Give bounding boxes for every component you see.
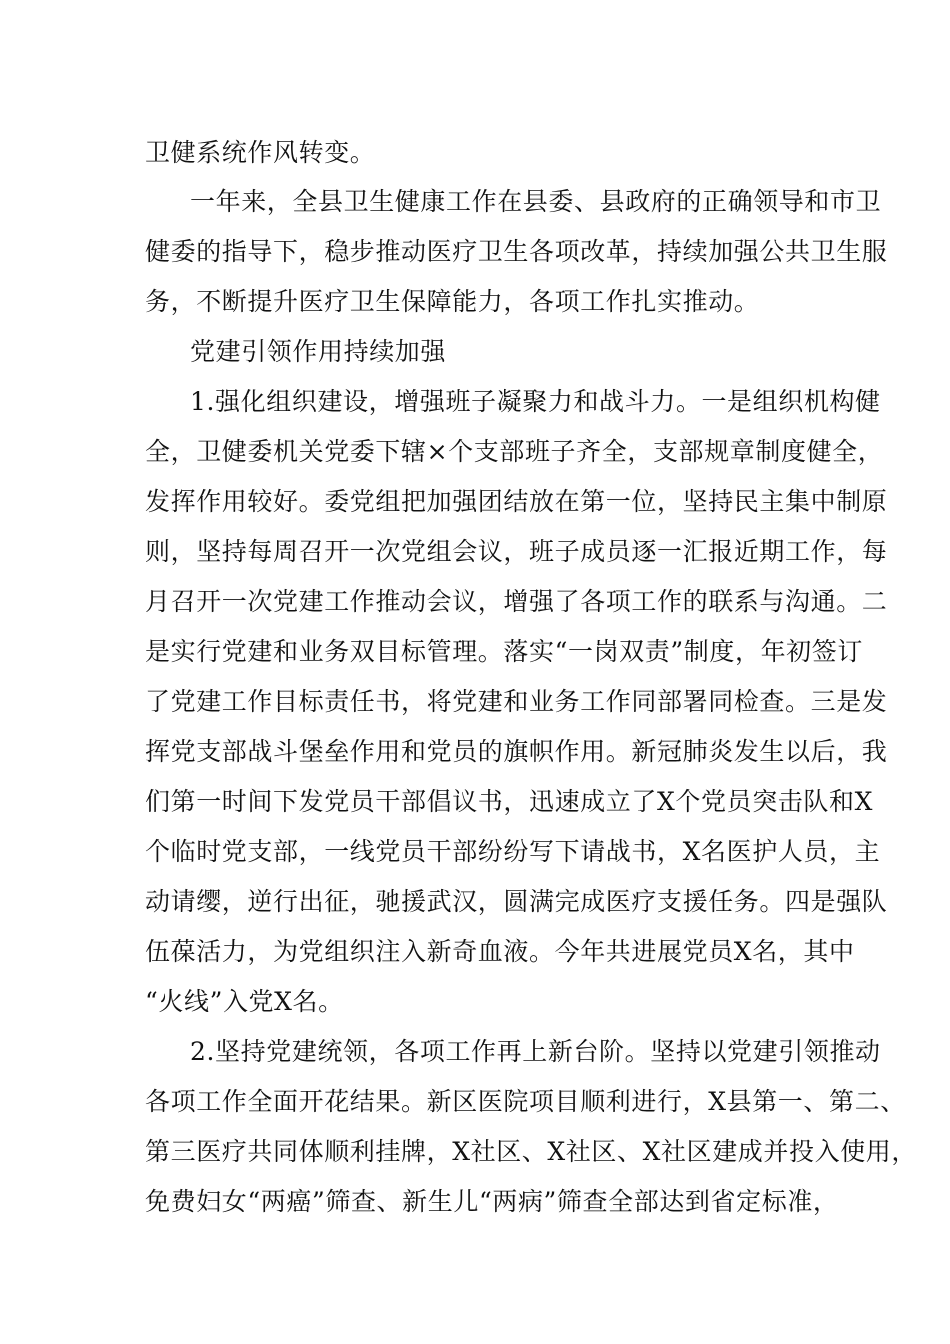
- text-line: 免费妇女“两癌”筛查、新生儿“两病”筛查全部达到省定标准，: [145, 1187, 839, 1216]
- text-line: 务，不断提升医疗卫生保障能力，各项工作扎实推动。: [145, 287, 760, 316]
- text-line: 们第一时间下发党员干部倡议书，迅速成立了X个党员突击队和X: [145, 787, 873, 816]
- text-line: 个临时党支部，一线党员干部纷纷写下请战书，X名医护人员，主: [145, 837, 881, 866]
- text-line: 是实行党建和业务双目标管理。落实“一岗双责”制度，年初签订: [145, 637, 863, 666]
- text-line: 了党建工作目标责任书，将党建和业务工作同部署同检查。三是发: [145, 687, 888, 716]
- text-line: 各项工作全面开花结果。新区医院项目顺利进行，X县第一、第二、: [145, 1087, 906, 1116]
- text-line: 卫健系统作风转变。: [145, 138, 376, 167]
- text-line: 健委的指导下，稳步推动医疗卫生各项改革，持续加强公共卫生服: [145, 237, 888, 266]
- paragraph-first-line: 1.强化组织建设，增强班子凝聚力和战斗力。一是组织机构健: [190, 387, 881, 416]
- text-line: 动请缨，逆行出征，驰援武汉，圆满完成医疗支援任务。四是强队: [145, 887, 888, 916]
- text-line: 发挥作用较好。委党组把加强团结放在第一位，坚持民主集中制原: [145, 487, 888, 516]
- text-line: 第三医疗共同体顺利挂牌，X社区、X社区、X社区建成并投入使用，: [145, 1137, 917, 1166]
- text-line: 则，坚持每周召开一次党组会议，班子成员逐一汇报近期工作，每: [145, 537, 888, 566]
- section-heading: 党建引领作用持续加强: [190, 337, 447, 366]
- paragraph-first-line: 2.坚持党建统领，各项工作再上新台阶。坚持以党建引领推动: [190, 1037, 881, 1066]
- text-line: 全，卫健委机关党委下辖×个支部班子齐全，支部规章制度健全，: [145, 437, 884, 466]
- paragraph-first-line: 一年来，全县卫生健康工作在县委、县政府的正确领导和市卫: [190, 187, 882, 216]
- text-line: 挥党支部战斗堡垒作用和党员的旗帜作用。新冠肺炎发生以后，我: [145, 737, 888, 766]
- text-line: 月召开一次党建工作推动会议，增强了各项工作的联系与沟通。二: [145, 587, 888, 616]
- text-line: “火线”入党X名。: [145, 987, 344, 1016]
- text-line: 伍葆活力，为党组织注入新奇血液。今年共进展党员X名，其中: [145, 937, 855, 966]
